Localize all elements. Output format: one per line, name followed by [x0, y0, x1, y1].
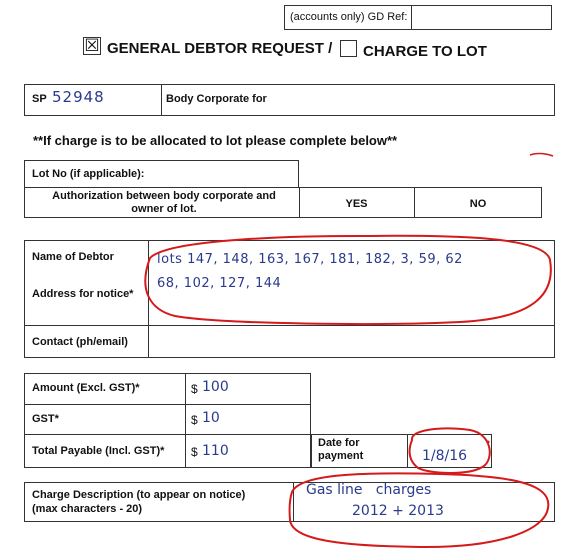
authorization-label: Authorization between body corporate and owner of lot.	[52, 190, 276, 215]
name-of-debtor-label: Name of Debtor	[32, 251, 114, 263]
gst-currency: $	[191, 413, 198, 427]
total-value[interactable]: 110	[202, 443, 229, 459]
sp-label: SP	[32, 93, 47, 105]
debtor-name-line1[interactable]: lots 147, 148, 163, 167, 181, 182, 3, 59, 62	[157, 252, 463, 267]
charge-description-line2[interactable]: 2012 + 2013	[352, 503, 444, 519]
charge-description-section	[24, 482, 555, 522]
amount-currency: $	[191, 382, 198, 396]
amount-label: Amount (Excl. GST)*	[32, 382, 140, 394]
gst-value[interactable]: 10	[202, 410, 220, 426]
body-corporate-label: Body Corporate for	[166, 93, 267, 105]
general-debtor-checkbox[interactable]	[83, 37, 101, 55]
gd-ref-label: (accounts only) GD Ref:	[290, 11, 408, 23]
date-for-payment-label: Date for payment	[318, 437, 364, 462]
address-for-notice-label: Address for notice*	[32, 288, 134, 300]
checkbox-x-mark: ☒	[84, 36, 100, 55]
general-debtor-title: GENERAL DEBTOR REQUEST /	[107, 40, 333, 57]
charge-description-hint: (max characters - 20)	[32, 503, 143, 515]
gst-label: GST*	[32, 413, 59, 425]
total-label: Total Payable (Incl. GST)*	[32, 445, 165, 457]
charge-description-label: Charge Description (to appear on notice)	[32, 489, 246, 501]
charge-description-line1[interactable]: Gas line charges	[306, 482, 432, 498]
authorization-yes[interactable]: YES	[345, 198, 368, 210]
date-for-payment-value[interactable]: 1/8/16	[422, 448, 468, 464]
red-mark-arrow	[530, 153, 553, 156]
sp-number[interactable]: 52948	[52, 88, 105, 106]
amount-value[interactable]: 100	[202, 379, 229, 395]
charge-to-lot-title: CHARGE TO LOT	[363, 43, 487, 60]
contact-label: Contact (ph/email)	[32, 336, 128, 348]
debtor-name-line2[interactable]: 68, 102, 127, 144	[157, 276, 282, 291]
charge-to-lot-checkbox[interactable]	[340, 40, 357, 57]
total-currency: $	[191, 445, 198, 459]
authorization-no[interactable]: NO	[469, 198, 487, 210]
lot-no-label: Lot No (if applicable):	[32, 168, 145, 180]
lot-instruction: **If charge is to be allocated to lot please complete below**	[33, 133, 398, 148]
